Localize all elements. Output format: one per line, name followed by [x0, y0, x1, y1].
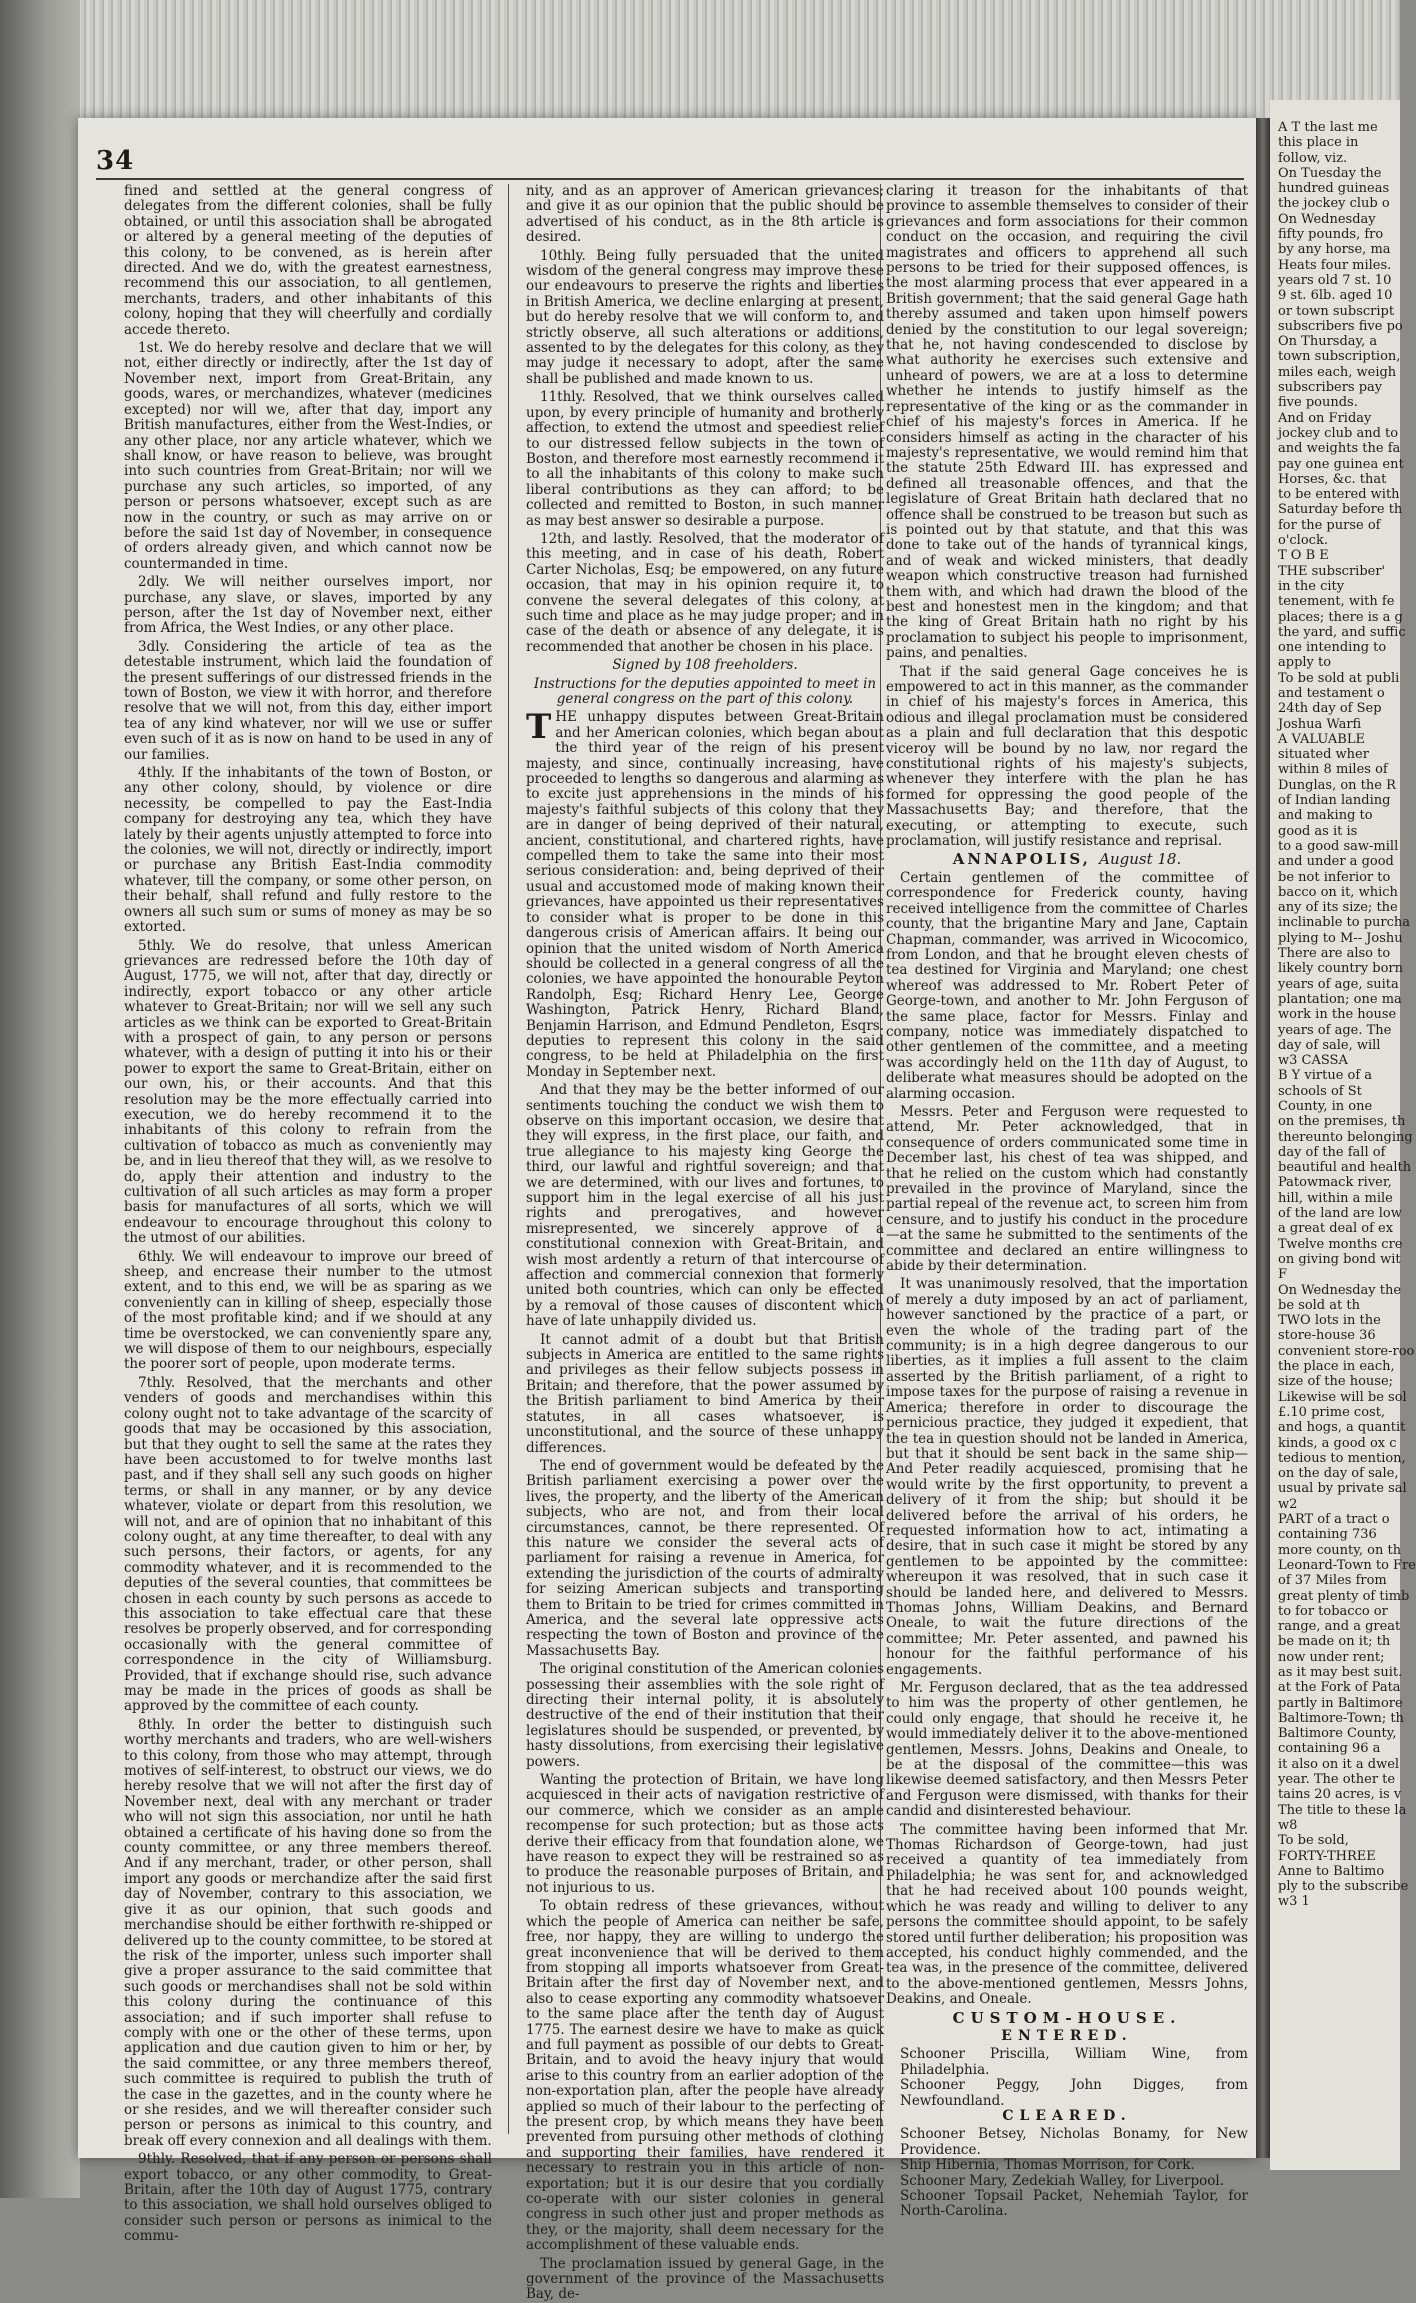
adjacent-page-line: tenement, with fe	[1278, 594, 1395, 610]
adjacent-page-line: to a good saw-mill	[1278, 838, 1399, 854]
adjacent-page-line: Dunglas, on the R	[1278, 777, 1396, 793]
article-paragraph: claring it treason for the inhabitants of that province to assemble themselves to consider of their grievances and form associations for their common conduct on the occasion, and requiring the civil magistrates and officers to apprehend all such persons to be tried for their supposed offences, is the most alarming process that ever appeared in a British government; that the said general Gage hath thereby assumed and taken upon himself powers denied by the constitution to our legal sovereign; that he, not having condescended to disclose by what authority he exercises such extensive and unheard of powers, we are at a loss to determine whether he intends to justify himself as the representative of the king or as the commander in chief of his majesty's forces in America. If he considers himself as acting in the character of his majesty's representative, we would remind him that the statute 25th Edward III. has expressed and defined all treasonable offences, and that the legislature of Great Britain hath declared that no offence shall be construed to be treason but such as is pointed out by that statute, and that this was done to take out of the hands of tyrannical kings, and of weak and wicked ministers, that deadly weapon which constructive treason had furnished them with, and which had drawn the blood of the best and honestest men in the kingdom; and that the king of Great Britain hath no right by his proclamation to subject his people to imprisonment, pains, and penalties.	[886, 183, 1248, 662]
article-paragraph	[526, 707, 884, 1080]
scan-border-left	[0, 0, 80, 2198]
adjacent-page-line: years old 7 st. 10	[1278, 272, 1392, 288]
adjacent-page-line: and under a good	[1278, 854, 1394, 870]
page-gutter	[1256, 118, 1270, 2158]
article-paragraph: 11thly. Resolved, that we think ourselves called upon, by every principle of humanity and brotherly affection, to extend the utmost and speediest relief to our distressed fellow subjects in the town of Boston, and therefore most earnestly recommend it to all the inhabitants of this colony to make such liberal contributions as they can afford; to be collected and remitted to Boston, in such manner as may best answer so desirable a purpose.	[526, 389, 884, 529]
adjacent-page-line: Joshua Warfi	[1278, 716, 1362, 732]
ship-entry: Schooner Mary, Zedekiah Walley, for Liverpool.	[900, 2172, 1224, 2189]
article-paragraph: 3dly. Considering the article of tea as the detestable instrument, which laid the foundation of the present sufferings of our distressed friends in the town of Boston, we view it with horror, and therefore resolve that we will not, from this day, either import tea of any kind whatever, nor will we use or suffer even such of it as is now on hand to be used in any of our families.	[124, 638, 492, 763]
dateline-place: ANNAPOLIS,	[952, 850, 1091, 869]
adjacent-page-line: be sold at th	[1278, 1297, 1360, 1313]
adjacent-page-line: to be entered with	[1278, 487, 1400, 503]
adjacent-page-line: 9 st. 6lb. aged 10	[1278, 288, 1393, 304]
adjacent-page-line: store-house 36	[1278, 1328, 1376, 1344]
adjacent-page-line: To be sold at publi	[1278, 670, 1400, 686]
adjacent-page-line: hundred guineas	[1278, 181, 1390, 197]
ship-entry: Schooner Topsail Packet, Nehemiah Taylor, for North-Carolina.	[900, 2188, 1248, 2220]
adjacent-page-line: for the purse of	[1278, 517, 1381, 533]
adjacent-page-line: and hogs, a quantit	[1278, 1420, 1406, 1436]
adjacent-page-line: containing 736	[1278, 1527, 1377, 1543]
adjacent-page-line: year. The other te	[1278, 1772, 1396, 1788]
adjacent-page-line: PART of a tract o	[1278, 1512, 1390, 1528]
adjacent-page-line: fifty pounds, fro	[1278, 227, 1384, 243]
adjacent-page-line: range, and a great	[1278, 1619, 1401, 1635]
adjacent-page-line: On Thursday, a	[1278, 334, 1378, 350]
adjacent-page-line: ply to the subscribe	[1278, 1879, 1409, 1895]
adjacent-page-line: subscribers five po	[1278, 318, 1403, 334]
adjacent-page-line: usual by private sal	[1278, 1481, 1407, 1497]
adjacent-page-line: beautiful and health	[1278, 1160, 1412, 1176]
adjacent-page-line: follow, viz.	[1278, 150, 1348, 166]
article-paragraph: Messrs. Peter and Ferguson were requested to attend, Mr. Peter acknowledged, that in consequence of orders communicated some time in December last, his chest of tea was shipped, and that he relied on the custom which had constantly prevailed in the province of Maryland, since the partial repeal of the revenue act, to screen him from censure, and to justify his conduct in the procedure—at the same he submitted to the sentiments of the committee and declared an entire willingness to abide by their determination.	[886, 1103, 1248, 1275]
adjacent-page-line: bacco on it, which	[1278, 884, 1398, 900]
adjacent-page-line: be not inferior to	[1278, 869, 1391, 885]
column-rule	[508, 184, 509, 2134]
adjacent-page-line: plantation; one ma	[1278, 991, 1402, 1007]
adjacent-page-line: To be sold,	[1278, 1833, 1349, 1849]
adjacent-page-line: w2	[1278, 1496, 1298, 1512]
article-paragraph: 9thly. Resolved, that if any person or persons shall export tobacco, or any other commodity, to Great-Britain, after the 10th day of August 1775, contrary to this association, we shall hold ourselves obliged to consider such person or persons as inimical to the commu-	[124, 2151, 492, 2245]
adjacent-page-line: Anne to Baltimo	[1278, 1863, 1385, 1879]
adjacent-page-line: or town subscript	[1278, 303, 1395, 319]
adjacent-page-line: years of age, suita	[1278, 976, 1399, 992]
article-paragraph: 10thly. Being fully persuaded that the united wisdom of the general congress may improve these our endeavours to preserve the rights and liberties in British America, we decline enlarging at present, but do hereby resolve that we will conform to, and strictly observe, all such alterations or additions, assented to by the delegates for this colony, as they may judge it necessary to adopt, after the same shall be published and made known to us.	[526, 247, 884, 387]
adjacent-page-line: by any horse, ma	[1278, 242, 1391, 258]
article-paragraph: 2dly. We will neither ourselves import, nor purchase, any slave, or slaves, imported by any person, after the 1st day of November next, either from Africa, the West Indies, or any other place.	[124, 574, 492, 637]
adjacent-page-line: work in the house	[1278, 1007, 1397, 1023]
article-paragraph: The original constitution of the American colonies possessing their assemblies with the sole right of directing their internal polity, it is absolutely destructive of the end of their institution that their legislatures should be suspended, or prevented, by hasty dissolutions, from exercising their legislative powers.	[526, 1661, 884, 1770]
adjacent-page-line: £.10 prime cost,	[1278, 1404, 1386, 1420]
article-paragraph: 1st. We do hereby resolve and declare that we will not, either directly or indirectly, after the 1st day of November next, import from Great-Britain, any goods, wares, or merchandizes, whatever (medicines excepted) nor will we, after that day, import any British manufactures, either from the West-Indies, or any other place, nor any article whatever, which we shall know, or have reason to believe, was brought into such countries from Great-Britain; nor will we purchase any such articles, so imported, of any person or persons whatsoever, except such as are now in the country, or such as may arrive on or before the said 1st day of November, in consequence of orders already given, and which cannot now be countermanded in time.	[124, 340, 492, 572]
adjacent-page-line: be made on it; th	[1278, 1634, 1391, 1650]
adjacent-page-line: B Y virtue of a	[1278, 1068, 1373, 1084]
adjacent-page-line: w8	[1278, 1817, 1298, 1833]
adjacent-page-line: containing 96 a	[1278, 1741, 1381, 1757]
adjacent-page-line: and testament o	[1278, 685, 1385, 701]
article-paragraph: Certain gentlemen of the committee of correspondence for Frederick county, having received intelligence from the committee of Charles county, that the brigantine Mary and Jane, Captain Chapman, commander, was arrived in Wicocomico, from London, and that he brought eleven chests of tea destined for Virginia and Maryland; one chest whereof was addressed to Mr. Robert Peter of George-town, and another to Mr. John Ferguson of the same place, factor for Messrs. Finlay and company, notice was immediately dispatched to other gentlemen of the committee, and a meeting was accordingly held on the 11th day of August, to deliberate what measures should be adopted on the alarming occasion.	[886, 869, 1248, 1102]
adjacent-page-line: The title to these la	[1278, 1802, 1407, 1818]
drop-cap: T	[526, 707, 552, 748]
adjacent-page-line: A T the last me	[1278, 120, 1378, 135]
adjacent-page-line: on the premises, th	[1278, 1114, 1406, 1130]
ship-entry: Schooner Priscilla, William Wine, from Philadelphia.	[900, 2046, 1248, 2078]
article-paragraph: fined and settled at the general congress of delegates from the different colonies, shall be fully obtained, or until this association shall be abrogated or altered by a general meeting of the deputies of this colony, to be convened, as is herein after directed. And we do, with the greatest earnestness, recommend this our association, to all gentlemen, merchants, traders, and other inhabitants of this colony, hoping that they will cheerfully and cordially accede thereto.	[124, 183, 492, 338]
article-paragraph: 6thly. We will endeavour to improve our breed of sheep, and encrease their number to the utmost extent, and to this end, we will be as sparing as we conveniently can in killing of sheep, especially those of the most profitable kind; and if we should at any time be overstocked, we can conveniently spare any, we will dispose of them to our neighbours, especially the poorer sort of people, upon moderate terms.	[124, 1248, 492, 1373]
signature-line: Signed by 108 freeholders.	[612, 657, 798, 674]
adjacent-page-line: T O B E	[1278, 548, 1329, 564]
article-paragraph: 7thly. Resolved, that the merchants and other venders of goods and merchandises within this colony ought not to take advantage of the scarcity of goods that may be occasioned by this association, but that they ought to sell the same at the rates they have been accustomed to for twelve months last past, and if they shall sell any such goods on higher terms, or shall in any manner, or by any device whatever, violate or depart from this resolution, we will not, and are of opinion that no inhabitant of this colony ought, at any time thereafter, to deal with any such persons, their factors, or agents, for any commodity whatever, and it is recommended to the deputies of the several counties, that committees be chosen in each county by such persons as accede to this association to take effectual care that these resolves be properly observed, and for corresponding occasionally with the general committee of correspondence in the city of Williamsburg. Provided, that if exchange should rise, such advance may be made in the prices of goods as shall be approved by the committee of each county.	[124, 1374, 492, 1715]
instructions-heading: Instructions for the deputies appointed to meet in general congress on the part of this colony.	[533, 675, 877, 707]
custom-house-heading: CUSTOM-HOUSE.	[952, 2008, 1182, 2027]
adjacent-page-line: places; there is a g	[1278, 609, 1403, 625]
adjacent-page-line: to for tobacco or	[1278, 1603, 1388, 1619]
adjacent-page-line: Baltimore County,	[1278, 1726, 1397, 1742]
article-paragraph: 8thly. In order the better to distinguish such worthy merchants and traders, who are well-wishers to this colony, from those who may attempt, through motives of self-interest, to obstruct our views, we do hereby resolve that we will not after the first day of November next, deal with any merchant or trader who will not sign this association, nor until he hath obtained a certificate of his having done so from the county committee, or any three members thereof. And if any merchant, trader, or other person, shall import any goods or merchandize after the said first day of November, contrary to this association, we give it as our opinion, that such goods and merchandise should be either forthwith re-shipped or delivered up to the county committee, to be stored at the risk of the importer, unless such importer shall give a proper assurance to the said committee that such goods or merchandises shall not be sold within this colony during the continuance of this association; and if such importer shall refuse to comply with one or the other of these terms, upon application and due caution given to him or her, by the said committee, or any three members thereof, such committee is required to publish the truth of the case in the gazettes, and in the county where he or she resides, and we will thereafter consider such person or persons as inimical to this country, and break off every connexion and all dealings with them.	[124, 1716, 492, 2149]
adjacent-page-line: the jockey club o	[1278, 196, 1390, 212]
adjacent-page-line: miles each, weigh	[1278, 364, 1397, 380]
adjacent-page-line: now under rent;	[1278, 1649, 1385, 1665]
adjacent-page-line: on giving bond wit	[1278, 1251, 1401, 1267]
adjacent-page-line: inclinable to purcha	[1278, 915, 1411, 931]
adjacent-page-line: of Indian landing	[1278, 793, 1391, 809]
adjacent-page-line: w3 1	[1278, 1894, 1310, 1910]
adjacent-page-line: the yard, and suffic	[1278, 624, 1406, 640]
adjacent-page-line: tains 20 acres, is v	[1278, 1787, 1402, 1803]
article-paragraph: That if the said general Gage conceives he is empowered to act in this manner, as the commander in chief of his majesty's forces in America, this odious and illegal proclamation must be considered as a plain and full declaration that this despotic viceroy will be bound by no law, nor regard the constitutional rights of his majesty's subjects, whenever they interfere with the plan he has formed for oppressing the good people of the Massachusetts Bay; and therefore, that the executing, or attempting to execute, such proclamation, will justify resistance and reprisal.	[886, 663, 1248, 850]
adjacent-page-line: On Tuesday the	[1278, 165, 1382, 181]
adjacent-page-line: w3 CASSA	[1278, 1053, 1348, 1069]
adjacent-page-line: pay one guinea ent	[1278, 456, 1404, 472]
column-1	[124, 183, 492, 2245]
adjacent-page-line: Horses, &c. that	[1278, 471, 1387, 487]
adjacent-page-line: Likewise will be sol	[1278, 1389, 1407, 1405]
adjacent-page-line: apply to	[1278, 655, 1332, 671]
adjacent-page-line: and weights the fa	[1278, 441, 1401, 457]
adjacent-page-line: hill, within a mile	[1278, 1190, 1393, 1206]
adjacent-page-line: schools of St	[1278, 1083, 1362, 1099]
entered-heading: ENTERED.	[1001, 2027, 1133, 2044]
article-paragraph: Wanting the protection of Britain, we have long acquiesced in their acts of navigation restrictive of our commerce, which we consider as an ample recompense for such protection; but as those acts derive their efficacy from that foundation alone, we have reason to expect they will be restrained so as to produce the reasonable purposes of Britain, and not injurious to us.	[526, 1772, 884, 1896]
adjacent-page-line: Patowmack river,	[1278, 1175, 1392, 1191]
adjacent-page-line: On Wednesday the	[1278, 1282, 1402, 1298]
adjacent-page-line: five pounds.	[1278, 395, 1358, 411]
ship-entry: Ship Hibernia, Thomas Morrison, for Cork.	[900, 2157, 1195, 2174]
adjacent-page-line: more county, on th	[1278, 1542, 1402, 1558]
adjacent-page-line: one intending to	[1278, 640, 1387, 656]
adjacent-page-line: this place in	[1278, 135, 1359, 151]
adjacent-page-line: subscribers pay	[1278, 380, 1383, 396]
article-paragraph: nity, and as an approver of American grievances; and give it as our opinion that the public should be advertised of his conduct, as in the 8th article is desired.	[526, 183, 884, 246]
adjacent-page-line: years of age. The	[1278, 1022, 1392, 1038]
adjacent-page-line: A VALUABLE	[1278, 731, 1365, 747]
adjacent-page-line: day of sale, will	[1278, 1037, 1381, 1053]
adjacent-page-line: THE subscriber'	[1278, 563, 1386, 579]
adjacent-page-line: thereunto belonging	[1278, 1129, 1413, 1145]
adjacent-page-line: as it may best suit.	[1278, 1664, 1403, 1680]
adjacent-page-line: Baltimore-Town; th	[1278, 1710, 1404, 1726]
adjacent-page-line: it also on it a dwel	[1278, 1756, 1400, 1772]
adjacent-page-line: the place in each,	[1278, 1359, 1395, 1375]
dateline-date: August 18.	[1099, 850, 1182, 869]
header-rule	[96, 178, 1244, 180]
adjacent-page-line: o'clock.	[1278, 533, 1328, 549]
adjacent-page-line: There are also to	[1278, 946, 1391, 962]
adjacent-page-line: on the day of sale,	[1278, 1466, 1399, 1482]
adjacent-page-line: Heats four miles.	[1278, 257, 1392, 273]
adjacent-page-line: partly in Baltimore	[1278, 1695, 1403, 1711]
article-paragraph: The proclamation issued by general Gage, in the government of the province of the Massachusetts Bay, de-	[526, 2255, 884, 2303]
ship-entry: Schooner Betsey, Nicholas Bonamy, for New Providence.	[900, 2126, 1248, 2158]
adjacent-page-line: 24th day of Sep	[1278, 701, 1382, 717]
article-paragraph: The end of government would be defeated by the British parliament exercising a power over the lives, the property, and the liberty of the American subjects, who are not, and from their local circumstances, cannot, be there represented. Of this nature we consider the several acts of parliament for raising a revenue in America, for extending the jurisdiction of the courts of admiralty for seizing American subjects and transporting them to Britain to be tried for crimes committed in America, and the several late oppressive acts respecting the town of Boston and province of the Massachusetts Bay.	[526, 1457, 884, 1659]
ship-entry: Schooner Peggy, John Digges, from Newfoundland.	[900, 2077, 1248, 2109]
dateline	[886, 852, 1248, 867]
adjacent-page-line: of 37 Miles from	[1278, 1573, 1387, 1589]
adjacent-page-line: tedious to mention,	[1278, 1450, 1406, 1466]
adjacent-page-line: kinds, a good ox c	[1278, 1435, 1397, 1451]
article-paragraph: It was unanimously resolved, that the importation of merely a duty imposed by an act of parliament, however sanctioned by the practice of a part, or even the whole of the trading part of the community; is in a high degree dangerous to our liberties, as it implies a full assent to the claim asserted by the British parliament, of a right to impose taxes for the purpose of raising a revenue in America; therefore in order to discourage the pernicious practice, they judged it expedient, that the tea in question should not be landed in America, but that it should be sent back in the same ship—And Peter readily acquiesced, promising that he would write by the first opportunity, to prevent a delivery of it from the ship; but should it be delivered before the arrival of his orders, he requested information how to act, intimating a desire, that in such case it might be stored by any gentlemen to be appointed by the committee: whereupon it was resolved, that in such case it should be landed here, and delivered to Messrs. Thomas Johns, William Deakins, and Bernard Oneale, to wait the future directions of the committee; Mr. Peter assented, and pawned his honour for the faithful performance of his engagements.	[886, 1276, 1248, 1678]
cleared-heading: CLEARED.	[1002, 2107, 1132, 2124]
adjacent-page-fragment	[1270, 100, 1416, 2170]
adjacent-page-line: F	[1278, 1267, 1288, 1283]
adjacent-page-line: at the Fork of Pata	[1278, 1680, 1401, 1696]
article-paragraph: Mr. Ferguson declared, that as the tea addressed to him was the property of other gentlemen, he could only engage, that should he receive it, he would immediately deliver it to the above-mentioned gentlemen, Messrs. Johns, Deakins and Oneale, to be at the disposal of the committee—this was likewise deemed satisfactory, and then Messrs Peter and Ferguson were dismissed, with thanks for their candid and disinterested behaviour.	[886, 1680, 1248, 1820]
column-3	[886, 183, 1248, 2220]
column-2	[526, 183, 884, 2303]
adjacent-page-line: great plenty of timb	[1278, 1588, 1410, 1604]
adjacent-page-line: in the city	[1278, 578, 1345, 594]
adjacent-page-line: Twelve months cre	[1278, 1236, 1403, 1252]
adjacent-page-line: jockey club and to	[1278, 425, 1399, 441]
page-number: 34	[96, 146, 135, 176]
adjacent-page-line: And on Friday	[1278, 410, 1372, 426]
article-paragraph: It cannot admit of a doubt but that British subjects in America are entitled to the same rights and privileges as their fellow subjects possess in Britain; and therefore, that the power assumed by the British parliament to bind America by their statutes, in all cases whatsoever, is unconstitutional, and the source of these unhappy differences.	[526, 1331, 884, 1456]
adjacent-page-line: On Wednesday	[1278, 211, 1376, 227]
adjacent-page-line: day of the fall of	[1278, 1144, 1386, 1160]
adjacent-page-line: likely country born	[1278, 961, 1404, 977]
article-paragraph: 4thly. If the inhabitants of the town of Boston, or any other colony, should, by violence or dire necessity, be compelled to pay the East-India company for destroying any tea, which they have lately by their agents unjustly attempted to force into the colonies, we will not, directly or indirectly, import or purchase any British East-India commodity whatever, till the company, or some other person, on their behalf, shall refund and fully restore to the owners all such sum or sums of money as may be so extorted.	[124, 765, 492, 936]
adjacent-page-line: town subscription,	[1278, 349, 1401, 365]
adjacent-page-line: a great deal of ex	[1278, 1221, 1394, 1237]
adjacent-page-line: TWO lots in the	[1278, 1313, 1381, 1329]
adjacent-page-line: and making to	[1278, 808, 1373, 824]
adjacent-page-line: any of its size; the	[1278, 900, 1398, 916]
adjacent-page-text	[1278, 120, 1416, 1910]
adjacent-page-line: within 8 miles of	[1278, 762, 1388, 778]
adjacent-page-line: size of the house;	[1278, 1374, 1394, 1390]
article-paragraph: The committee having been informed that Mr. Thomas Richardson of George-town, had just received a quantity of tea immediately from Philadelphia; he was sent for, and acknowledged that he had received about 100 pounds weight, which he was ready and willing to deliver to any persons the committee should appoint, to be safely stored until further deliberation; his proposition was accepted, his conduct highly commended, and the tea was, in the presence of the committee, delivered to the above-mentioned gentlemen, Messrs Johns, Deakins, and Oneale.	[886, 1821, 1248, 2008]
adjacent-page-line: Saturday before th	[1278, 502, 1403, 518]
article-paragraph: 5thly. We do resolve, that unless American grievances are redressed before the 10th day of August, 1775, we will not, after that day, directly or indirectly, export tobacco or any other article whatever to Great-Britain; nor will we sell any such articles as we think can be exported to Great-Britain with a prospect of gain, to any person or persons whatever, with a design of putting it into his or their power to export the same to Great-Britain, either on our own, his, or their accounts. And that this resolution may be the more effectually carried into execution, we do hereby recommend it to the inhabitants of this colony to refrain from the cultivation of tobacco as much as conveniently may be, and in lieu thereof that they will, as we resolve to do, apply their attention and industry to the cultivation of all such articles as may form a proper basis for manufactures of all sorts, which we will endeavour to encourage throughout this colony to the utmost of our abilities.	[124, 937, 492, 1247]
adjacent-page-line: County, in one	[1278, 1099, 1373, 1114]
adjacent-page-line: Leonard-Town to Fre	[1278, 1557, 1416, 1573]
adjacent-page-line: FORTY-THREE	[1278, 1848, 1376, 1864]
article-paragraph: To obtain redress of these grievances, without which the people of America can neither be safe, free, nor happy, they are willing to undergo the great inconvenience that will be derived to them from stopping all imports whatsoever from Great-Britain after the first day of November next, and also to cease exporting any commodity whatsoever to the same place after the tenth day of August 1775. The earnest desire we have to make as quick and full payment as possible of our debts to Great-Britain, and to avoid the heavy injury that would arise to this country from an earlier adoption of the non-exportation plan, after the people have already applied so much of their labour to the perfecting of the present crop, by which means they have been prevented from pursuing other methods of clothing and supporting their families, have rendered it necessary to restrain you in this article of non-exportation; but it is our desire that you cordially co-operate with our sister colonies in general congress in such other just and proper methods as they, or the majority, shall deem necessary for the accomplishment of these valuable ends.	[526, 1898, 884, 2254]
adjacent-page-line: plying to M-- Joshu	[1278, 930, 1403, 946]
adjacent-page-line: situated wher	[1278, 747, 1369, 763]
adjacent-page-line: good as it is	[1278, 823, 1358, 839]
adjacent-page-line: convenient store-roo	[1278, 1343, 1415, 1359]
instructions-text: HE unhappy disputes between Great-Britain and her American colonies, which began about the third year of the reign of his present majesty, and since, continually increasing, have proceeded to lengths so dangerous and alarming as to excite just apprehensions in the minds of his majesty's faithful subjects of this colony that they are in danger of being deprived of their natural, ancient, constitutional, and chartered rights, have compelled them to take the same into their most serious consideration: and, being deprived of their usual and accustomed mode of making known their grievances, have appointed us their representatives to consider what is proper to be done in this dangerous crisis of American affairs. It being our opinion that the united wisdom of North America should be collected in a general congress of all the colonies, we have appointed the honourable Peyton Randolph, Esq; Richard Henry Lee, George Washington, Patrick Henry, Richard Bland, Benjamin Harrison, and Edmund Pendleton, Esqrs. deputies to represent this colony in the said congress, to be held at Philadelphia on the first Monday in September next.	[526, 709, 884, 1080]
article-paragraph: And that they may be the better informed of our sentiments touching the conduct we wish them to observe on this important occasion, we desire that they will express, in the first place, our faith, and true allegiance to his majesty king George the third, our lawful and rightful sovereign; and that we are determined, with our lives and fortunes, to support him in the legal exercise of all his just rights and prerogatives, and however misrepresented, we sincerely approve of a constitutional connexion with Great-Britain, and wish most ardently a return of that intercourse of affection and commercial connexion that formerly united both countries, which can only be effected by a removal of those causes of discontent which have of late unhappily divided us.	[526, 1082, 884, 1330]
adjacent-page-line: of the land are low	[1278, 1206, 1402, 1222]
article-paragraph: 12th, and lastly. Resolved, that the moderator of this meeting, and in case of his death, Robert Carter Nicholas, Esq; be empowered, on any future occasion, that may in his opinion require it, to convene the several delegates of this colony, at such time and place as he may judge proper; and in case of the death or absence of any delegate, it is recommended that another be chosen in his place.	[526, 530, 884, 655]
